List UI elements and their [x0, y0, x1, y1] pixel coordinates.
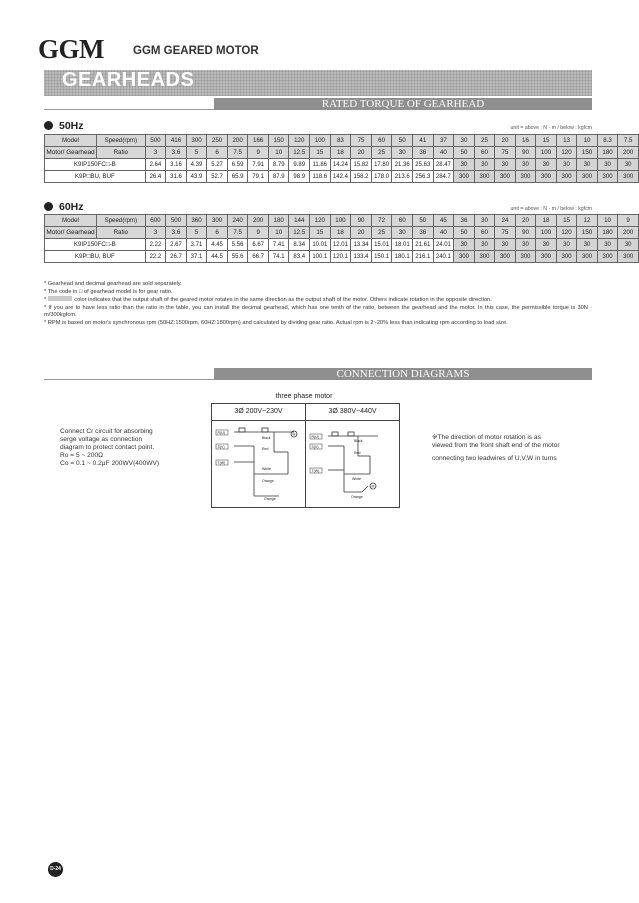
table-cell: 90 [515, 227, 536, 239]
table-cell: 41 [413, 135, 434, 147]
table-cell: 60 [474, 147, 495, 159]
table-cell: 37.1 [186, 251, 207, 263]
table-cell: 30 [597, 159, 618, 171]
table-cell: 30 [392, 147, 413, 159]
table-cell: 7.41 [268, 239, 289, 251]
table-row [45, 215, 639, 227]
table-row [45, 239, 639, 251]
table-cell: 98.9 [289, 171, 310, 183]
table-cell: 7.5 [227, 227, 248, 239]
note-separate: * Gearhead and decimal gearhead are sold separately. [44, 281, 182, 287]
bullet-icon [44, 202, 53, 211]
table-cell: 213.6 [392, 171, 413, 183]
table-cell: 4.45 [207, 239, 228, 251]
table-cell: 120 [556, 227, 577, 239]
table-cell: 79.1 [248, 171, 269, 183]
table-cell: 72 [371, 215, 392, 227]
table-cell: 15 [556, 215, 577, 227]
section-bar-rated-torque [214, 98, 592, 110]
table-cell: 360 [186, 215, 207, 227]
model-header: Model [45, 135, 97, 147]
table-cell: 22.2 [145, 251, 166, 263]
table-cell: 118.6 [310, 171, 331, 183]
bullet-icon [44, 121, 53, 130]
table-cell: 43.9 [186, 171, 207, 183]
diagram-frame [211, 403, 400, 508]
line-label-tw: T(W) [311, 469, 320, 473]
table-cell: 31.6 [166, 171, 187, 183]
table-cell: 3.6 [166, 147, 187, 159]
ratio-header: Ratio [96, 227, 145, 239]
brand-logo: GGM [38, 34, 104, 64]
table-cell: 40 [433, 227, 454, 239]
table-cell: 7.5 [227, 147, 248, 159]
table-cell: 284.7 [433, 171, 454, 183]
table-cell: 150 [268, 135, 289, 147]
table-cell: 12 [577, 215, 598, 227]
table-cell: 50 [392, 135, 413, 147]
motor-gearhead-header: Motor/ Gearhead [45, 227, 97, 239]
table-cell: 30 [495, 239, 516, 251]
table-cell: 9 [618, 215, 639, 227]
table-cell: 30 [618, 159, 639, 171]
table-cell: 30 [515, 159, 536, 171]
voltage-380-label: 3Ø 380V~440V [328, 408, 377, 415]
table-cell: 45 [433, 215, 454, 227]
table-cell: 12.5 [289, 147, 310, 159]
freq-label: 50Hz [59, 120, 84, 132]
model-name: K9P□BU, BUF [45, 171, 146, 183]
table-cell: 55.6 [227, 251, 248, 263]
table-cell: 2.64 [145, 159, 166, 171]
table-cell: 300 [536, 171, 557, 183]
table-cell: 240 [227, 215, 248, 227]
wiring-diagram-380v [308, 422, 398, 506]
wire-orange: Orange [264, 497, 276, 501]
table-cell: 87.9 [268, 171, 289, 183]
table-cell: 18.01 [392, 239, 413, 251]
table-cell: 2.67 [166, 239, 187, 251]
table-cell: 300 [556, 251, 577, 263]
table-cell: 20 [495, 135, 516, 147]
model-name: K9P□BU, BUF [45, 251, 146, 263]
table-cell: 15 [310, 147, 331, 159]
table-cell: 3.71 [186, 239, 207, 251]
table-cell: 65.9 [227, 171, 248, 183]
table-cell: 180 [597, 147, 618, 159]
table-cell: 5 [186, 147, 207, 159]
table-cell: 7.5 [618, 135, 639, 147]
note-code: * The code in □ of gearhead model is for gear ratio. [44, 288, 173, 295]
table-cell: 300 [597, 171, 618, 183]
table-cell: 200 [248, 215, 269, 227]
table-cell: 60 [392, 215, 413, 227]
wire-black: Black [354, 439, 363, 443]
table-cell: 416 [166, 135, 187, 147]
table-cell: 500 [145, 135, 166, 147]
table-cell: 300 [515, 251, 536, 263]
note-shaded [44, 296, 592, 305]
table-cell: 4.39 [186, 159, 207, 171]
freq-heading-60hz [44, 201, 84, 213]
table-cell: 50 [413, 215, 434, 227]
table-cell: 6 [207, 147, 228, 159]
note-shaded-text: color indicates that the output shaft of the geared motor rotates in the same direction as the output shaft of the motor. Others indicate rotation in the opposite direction. [74, 297, 492, 304]
table-cell: 17.80 [371, 159, 392, 171]
table-row [45, 159, 639, 171]
table-cell: 100 [536, 227, 557, 239]
table-cell: 25 [371, 147, 392, 159]
table-cell: 10 [597, 215, 618, 227]
voltage-200-label: 3Ø 200V~230V [234, 408, 283, 415]
table-cell: 16 [515, 135, 536, 147]
table-cell: 52.7 [207, 171, 228, 183]
table-cell: 300 [454, 251, 475, 263]
text-line: viewed from the front shaft end of the motor [432, 442, 560, 449]
phase-title: three phase motor [275, 393, 333, 400]
text-line: serge voltage as connection [60, 436, 143, 443]
motor-gearhead-header: Motor/ Gearhead [45, 147, 97, 159]
text-line: Ro = 5 ~ 200Ω [60, 452, 104, 459]
model-name: K9IP150FC□-B [45, 159, 146, 171]
table-cell: 12.5 [289, 227, 310, 239]
section-bar-connection [214, 368, 592, 380]
table-cell: 300 [474, 251, 495, 263]
table-cell: 5.27 [207, 159, 228, 171]
note-bullet: * [44, 297, 47, 304]
table-cell: 18 [536, 215, 557, 227]
table-cell: 300 [495, 171, 516, 183]
wire-white: White [262, 467, 271, 471]
wire-black: Black [262, 436, 271, 440]
table-cell: 6.67 [248, 239, 269, 251]
table-cell: 256.3 [413, 171, 434, 183]
table-cell: 300 [207, 215, 228, 227]
table-cell: 28.47 [433, 159, 454, 171]
wire-orange-top: Orange [262, 479, 274, 483]
diagram-divider [305, 404, 306, 507]
table-row [45, 227, 639, 239]
text-line: ※The direction of motor rotation is as [432, 434, 541, 441]
connection-right-text [432, 434, 592, 463]
table-cell: 150.1 [371, 251, 392, 263]
table-cell: 200 [227, 135, 248, 147]
table-cell: 15 [310, 227, 331, 239]
table-cell: 8.3 [597, 135, 618, 147]
table-cell: 60 [474, 227, 495, 239]
table-cell: 133.4 [351, 251, 372, 263]
table-cell: 8.79 [268, 159, 289, 171]
table-cell: 44.5 [207, 251, 228, 263]
wire-white: White [352, 477, 361, 481]
table-cell: 30 [474, 159, 495, 171]
table-cell: 180 [268, 215, 289, 227]
table-cell: 9 [248, 227, 269, 239]
unit-note-50hz: unit = above : N · m / below : kgfcm [510, 125, 592, 131]
table-cell: 144 [289, 215, 310, 227]
table-cell: 18 [330, 147, 351, 159]
note-decimal: * If you are to have less ratio than the ratio in the table, you can install the decimal gearhead, which has one tenth of the ratio, between the gearhead and the motor. In this case, the permissible torque is 30N · m/300kgfcm. [44, 304, 592, 319]
table-cell: 300 [618, 171, 639, 183]
table-cell: 25 [474, 135, 495, 147]
text-line: Co = 0.1 ~ 0.2μF 200WV(400WV) [60, 460, 160, 467]
table-cell: 10 [268, 227, 289, 239]
line-label-ru: R(U) [311, 435, 319, 439]
table-cell: 300 [474, 171, 495, 183]
line-label-sv: S(V) [217, 445, 225, 449]
table-cell: 30 [536, 239, 557, 251]
table-cell: 20 [351, 227, 372, 239]
table-cell: 10 [577, 135, 598, 147]
table-cell: 3 [145, 147, 166, 159]
shade-swatch [48, 296, 72, 301]
table-cell: 30 [454, 159, 475, 171]
table-cell: 120 [289, 135, 310, 147]
table-cell: 74.1 [268, 251, 289, 263]
table-cell: 40 [433, 147, 454, 159]
table-cell: 9 [248, 147, 269, 159]
table-cell: 18 [330, 227, 351, 239]
section-title-rated-torque: RATED TORQUE OF GEARHEAD [321, 98, 485, 110]
table-cell: 30 [392, 227, 413, 239]
table-cell: 250 [207, 135, 228, 147]
table-cell: 100 [310, 135, 331, 147]
wire-red: Red [354, 451, 361, 455]
table-cell: 600 [145, 215, 166, 227]
table-cell: 12.01 [330, 239, 351, 251]
table-cell: 24.01 [433, 239, 454, 251]
table-cell: 7.91 [248, 159, 269, 171]
table-row [45, 147, 639, 159]
table-cell: 300 [577, 171, 598, 183]
table-cell: 150 [577, 147, 598, 159]
table-cell: 100 [330, 215, 351, 227]
table-cell: 90 [515, 147, 536, 159]
table-cell: 60 [371, 135, 392, 147]
table-cell: 30 [597, 239, 618, 251]
torque-table-50hz [44, 134, 639, 183]
connection-left-text [60, 428, 210, 468]
table-cell: 36 [413, 227, 434, 239]
table-cell: 75 [495, 147, 516, 159]
table-cell: 30 [454, 135, 475, 147]
model-header: Model [45, 215, 97, 227]
wire-red: Red [262, 447, 269, 451]
model-name: K9IP150FC□-B [45, 239, 146, 251]
text-line: connecting two leadwires of U,V,W in turns [432, 455, 557, 462]
table-cell: 2.22 [145, 239, 166, 251]
table-cell: 21.61 [413, 239, 434, 251]
table-cell: 66.7 [248, 251, 269, 263]
table-cell: 5 [186, 227, 207, 239]
table-cell: 13 [556, 135, 577, 147]
table-cell: 21.36 [392, 159, 413, 171]
unit-note-60hz: unit = above : N · m / below : kgfcm [510, 206, 592, 212]
notes-block [44, 281, 592, 328]
table-cell: 83 [330, 135, 351, 147]
table-cell: 30 [556, 239, 577, 251]
table-cell: 3.6 [166, 227, 187, 239]
wire-orange: Orange [351, 495, 363, 499]
table-cell: 30 [515, 239, 536, 251]
table-cell: 300 [454, 171, 475, 183]
table-cell: 500 [166, 215, 187, 227]
table-cell: 36 [454, 215, 475, 227]
table-cell: 166 [248, 135, 269, 147]
table-cell: 11.86 [310, 159, 331, 171]
table-cell: 83.4 [289, 251, 310, 263]
table-cell: 50 [454, 227, 475, 239]
table-cell: 300 [515, 171, 536, 183]
ratio-header: Ratio [96, 147, 145, 159]
table-cell: 3.16 [166, 159, 187, 171]
table-cell: 120 [310, 215, 331, 227]
table-cell: 30 [474, 215, 495, 227]
note-rpm: * RPM is based on motor's synchronous rpm (50HZ:1500rpm, 60HZ:1800rpm) and calculated by dividing gear ratio. Actual rpm is 2~20% less than indicating rpm according to load size. [44, 319, 508, 326]
table-cell: 30 [495, 159, 516, 171]
freq-label: 60Hz [59, 201, 84, 213]
table-cell: 36 [413, 147, 434, 159]
table-cell: 6 [207, 227, 228, 239]
table-row [45, 135, 639, 147]
table-cell: 200 [618, 227, 639, 239]
table-cell: 30 [618, 239, 639, 251]
table-cell: 300 [577, 251, 598, 263]
table-cell: 90 [351, 215, 372, 227]
table-cell: 180.1 [392, 251, 413, 263]
wiring-diagram-200v [214, 422, 304, 506]
table-cell: 30 [577, 239, 598, 251]
torque-table-60hz [44, 214, 639, 263]
table-cell: 300 [536, 251, 557, 263]
table-cell: 5.56 [227, 239, 248, 251]
motor-label: M [292, 432, 296, 437]
table-cell: 37 [433, 135, 454, 147]
table-cell: 30 [474, 239, 495, 251]
table-cell: 120 [556, 147, 577, 159]
table-cell: 3 [145, 227, 166, 239]
speed-header: Speed(rpm) [96, 135, 145, 147]
table-cell: 200 [618, 147, 639, 159]
page-number: D-24 [48, 862, 63, 877]
table-row [45, 171, 639, 183]
section-title-connection: CONNECTION DIAGRAMS [336, 368, 470, 380]
motor-label: M [371, 484, 375, 489]
table-cell: 9.89 [289, 159, 310, 171]
table-cell: 26.4 [145, 171, 166, 183]
table-cell: 240.1 [433, 251, 454, 263]
table-cell: 10 [268, 147, 289, 159]
table-cell: 20 [351, 147, 372, 159]
table-cell: 180 [597, 227, 618, 239]
table-cell: 120.1 [330, 251, 351, 263]
table-cell: 14.24 [330, 159, 351, 171]
table-cell: 8.34 [289, 239, 310, 251]
table-row [45, 251, 639, 263]
line-label-sv: S(V) [311, 445, 319, 449]
table-cell: 300 [495, 251, 516, 263]
line-label-ru: R(U) [217, 431, 225, 435]
speed-header: Speed(rpm) [96, 215, 145, 227]
table-cell: 15 [536, 135, 557, 147]
table-cell: 100.1 [310, 251, 331, 263]
table-cell: 24 [495, 215, 516, 227]
brand-subtitle: GGM GEARED MOTOR [133, 45, 259, 57]
table-cell: 10.01 [310, 239, 331, 251]
table-cell: 6.59 [227, 159, 248, 171]
table-cell: 30 [454, 239, 475, 251]
table-cell: 26.7 [166, 251, 187, 263]
freq-heading-50hz [44, 120, 84, 132]
table-cell: 150 [577, 227, 598, 239]
table-cell: 216.1 [413, 251, 434, 263]
table-cell: 158.2 [351, 171, 372, 183]
table-cell: 300 [597, 251, 618, 263]
table-cell: 300 [186, 135, 207, 147]
table-cell: 20 [515, 215, 536, 227]
table-cell: 75 [495, 227, 516, 239]
table-cell: 142.4 [330, 171, 351, 183]
table-cell: 30 [556, 159, 577, 171]
text-line: diagram to protect contact point. [60, 444, 155, 451]
table-cell: 75 [351, 135, 372, 147]
table-cell: 30 [577, 159, 598, 171]
table-cell: 300 [556, 171, 577, 183]
table-cell: 300 [618, 251, 639, 263]
table-cell: 30 [536, 159, 557, 171]
table-cell: 100 [536, 147, 557, 159]
line-label-tw: T(W) [217, 461, 226, 465]
table-cell: 50 [454, 147, 475, 159]
table-cell: 25.63 [413, 159, 434, 171]
table-cell: 178.0 [371, 171, 392, 183]
text-line: Connect Cr circuit for absorbing [60, 428, 153, 435]
table-cell: 13.34 [351, 239, 372, 251]
table-cell: 25 [371, 227, 392, 239]
page-title: GEARHEADS [62, 69, 195, 91]
table-cell: 15.01 [371, 239, 392, 251]
table-cell: 15.82 [351, 159, 372, 171]
